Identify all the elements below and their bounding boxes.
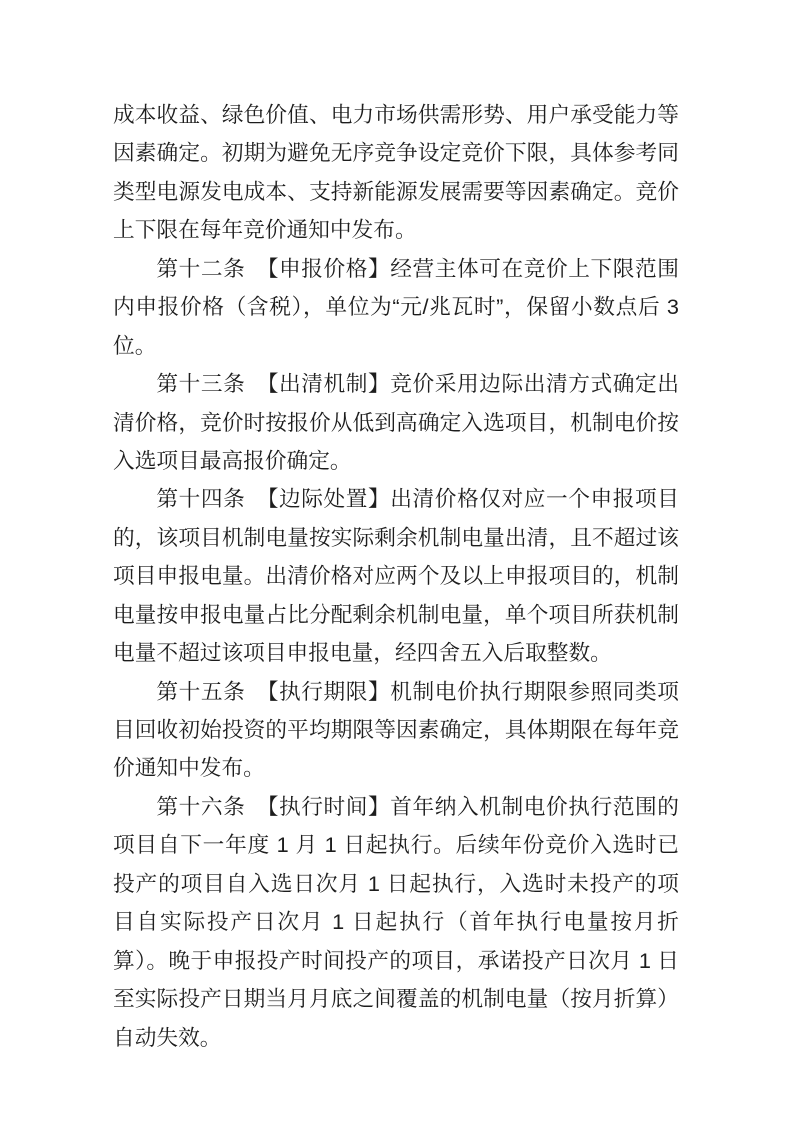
article-paragraph: 第十五条 【执行期限】机制电价执行期限参照同类项目回收初始投资的平均期限等因素确定，具体期限在每年竞价通知中发布。 xyxy=(113,678,679,781)
document-body xyxy=(113,96,679,1057)
article-paragraph: 第十二条 【申报价格】经营主体可在竞价上下限范围内申报价格（含税），单位为“元/兆瓦时”，保留小数点后 3 位。 xyxy=(113,255,679,358)
article-paragraph: 第十三条 【出清机制】竞价采用边际出清方式确定出清价格，竞价时按报价从低到高确定入选项目，机制电价按入选项目最高报价确定。 xyxy=(113,371,679,473)
article-paragraph: 第十六条 【执行时间】首年纳入机制电价执行范围的项目自下一年度 1 月 1 日起执行。后续年份竞价入选时已投产的项目自入选日次月 1 日起执行，入选时未投产的项目自实际投产日次月 1 日起执行（首年执行电量按月折算）。晚于申报投产时间投产的项目，承诺投产日次月 1 日至实际投产日期当月月底之间覆盖的机制电量（按月折算）自动失效。 xyxy=(113,793,679,1050)
article-paragraph: 第十四条 【边际处置】出清价格仅对应一个申报项目的，该项目机制电量按实际剩余机制电量出清，且不超过该项目申报电量。出清价格对应两个及以上申报项目的，机制电量按申报电量占比分配剩余机制电量，单个项目所获机制电量不超过该项目申报电量，经四舍五入后取整数。 xyxy=(113,486,679,666)
body-paragraph: 成本收益、绿色价值、电力市场供需形势、用户承受能力等因素确定。初期为避免无序竞争设定竞价下限，具体参考同类型电源发电成本、支持新能源发展需要等因素确定。竞价上下限在每年竞价通知中发布。 xyxy=(113,102,679,243)
